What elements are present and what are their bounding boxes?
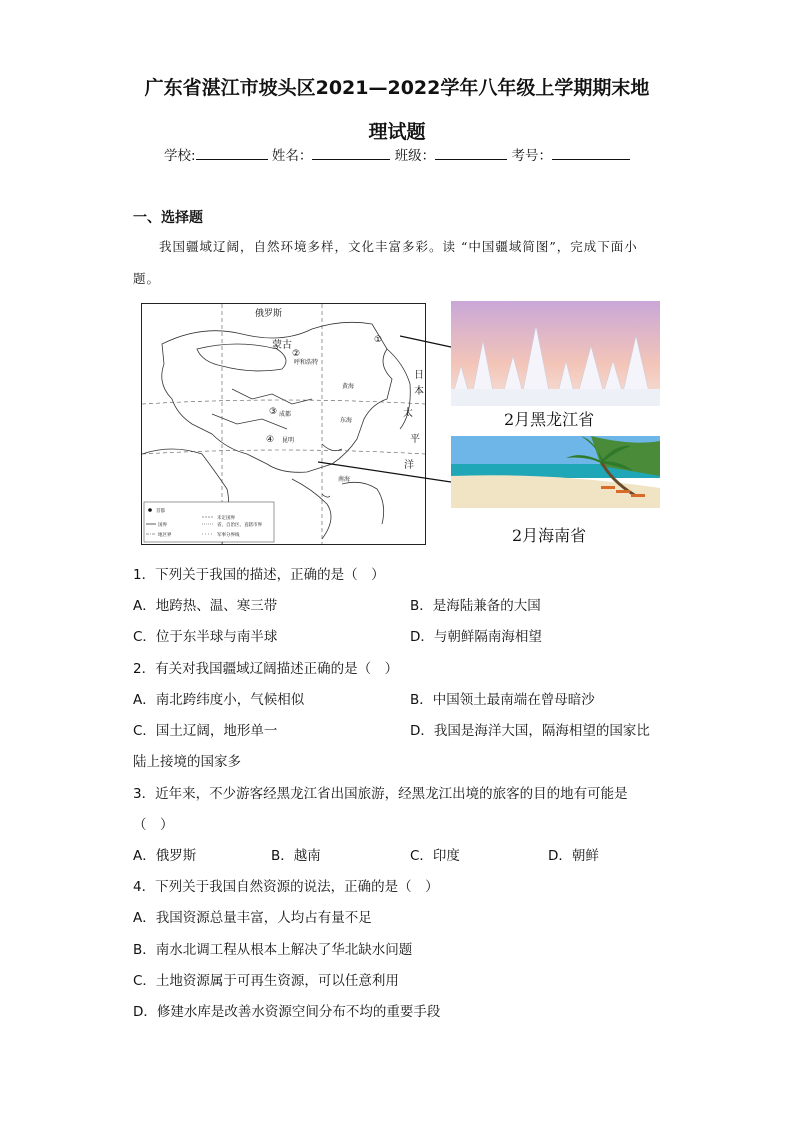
map-label-kunming: 昆明 (282, 437, 295, 444)
class-label: 班级： (394, 148, 436, 164)
map-label-japan-1: 日 (414, 370, 424, 381)
map-label-pacific-1: 太 (403, 408, 413, 419)
map-marker-1: ① (374, 335, 383, 345)
map-marker-2: ② (292, 349, 301, 359)
q3-option-b[interactable]: B．越南 (271, 848, 321, 864)
q4-option-d[interactable]: D．修建水库是改善水资源空间分布不均的重要手段 (133, 1004, 441, 1020)
q2-option-c[interactable]: C．国土辽阔，地形单一 (133, 723, 278, 739)
q2-option-b[interactable]: B．中国领土最南端在曾母暗沙 (410, 692, 595, 708)
map-label-japan-2: 本 (414, 386, 424, 397)
q3-option-d[interactable]: D．朝鲜 (548, 848, 599, 864)
q2-option-a[interactable]: A．南北跨纬度小，气候相似 (133, 692, 305, 708)
q1-option-c[interactable]: C．位于东半球与南半球 (133, 629, 278, 645)
map-marker-4: ④ (266, 435, 275, 445)
q2-option-d[interactable]: D．我国是海洋大国，隔海相望的国家比 (410, 723, 650, 739)
map-label-yellow-sea: 黄海 (342, 383, 355, 390)
school-label: 学校: (164, 148, 196, 164)
map-marker-3: ③ (269, 407, 278, 417)
map-label-russia: 俄罗斯 (255, 309, 283, 319)
map-label-hohhot: 呼和浩特 (294, 359, 319, 366)
section-heading: 一、选择题 (133, 210, 203, 226)
map-label-chengdu: 成都 (279, 411, 292, 418)
intro-text: 我国疆域辽阔，自然环境多样，文化丰富多彩。读 “中国疆域简图”，完成下面小题。 (133, 239, 638, 286)
caption-heilongjiang: 2月黑龙江省 (504, 410, 595, 429)
legend-border: 国界 (158, 523, 167, 528)
map-label-pacific-2: 平 (410, 434, 420, 445)
map-label-mongolia: 蒙古 (272, 340, 292, 351)
map-label-east-sea: 东海 (340, 417, 353, 424)
q2-option-d-continuation: 陆上接境的国家多 (133, 754, 241, 770)
q3-option-a[interactable]: A．俄罗斯 (133, 848, 197, 864)
legend-province-border: 省、自治区、直辖市界 (217, 523, 262, 528)
photo-hainan-beach (451, 436, 660, 508)
photo-heilongjiang-snow (451, 301, 660, 406)
question-1: 1．下列关于我国的描述，正确的是（ ） (133, 567, 385, 583)
map-label-south-sea: 南海 (338, 476, 351, 483)
exam-title: 广东省湛江市坡头区2021—2022学年八年级上学期期末地 理试题 (144, 77, 650, 143)
legend-capital: 首都 (156, 509, 165, 514)
caption-hainan: 2月海南省 (512, 526, 587, 545)
q4-option-c[interactable]: C．土地资源属于可再生资源，可以任意利用 (133, 973, 399, 989)
number-label: 考号： (511, 148, 552, 164)
question-2: 2．有关对我国疆域辽阔描述正确的是（ ） (133, 661, 399, 677)
legend-undetermined-border: 未定国界 (217, 516, 235, 521)
q3-option-c[interactable]: C．印度 (410, 848, 460, 864)
q4-option-b[interactable]: B．南水北调工程从根本上解决了华北缺水问题 (133, 942, 413, 958)
question-3-paren: （ ） (133, 817, 174, 833)
q1-option-a[interactable]: A．地跨热、温、寒三带 (133, 598, 278, 614)
q1-option-d[interactable]: D．与朝鲜隔南海相望 (410, 629, 542, 645)
question-3: 3．近年来，不少游客经黑龙江省出国旅游，经黑龙江出境的旅客的目的地有可能是 (133, 786, 628, 802)
question-4: 4．下列关于我国自然资源的说法，正确的是（ ） (133, 879, 439, 895)
q4-option-a[interactable]: A．我国资源总量丰富，人均占有量不足 (133, 910, 372, 926)
map-label-pacific-3: 洋 (404, 460, 414, 471)
name-label: 姓名： (271, 148, 313, 164)
q1-option-b[interactable]: B．是海陆兼备的大国 (410, 598, 541, 614)
legend-military-line: 军事分界线 (217, 533, 240, 538)
legend-region-border: 地区界 (158, 533, 172, 538)
